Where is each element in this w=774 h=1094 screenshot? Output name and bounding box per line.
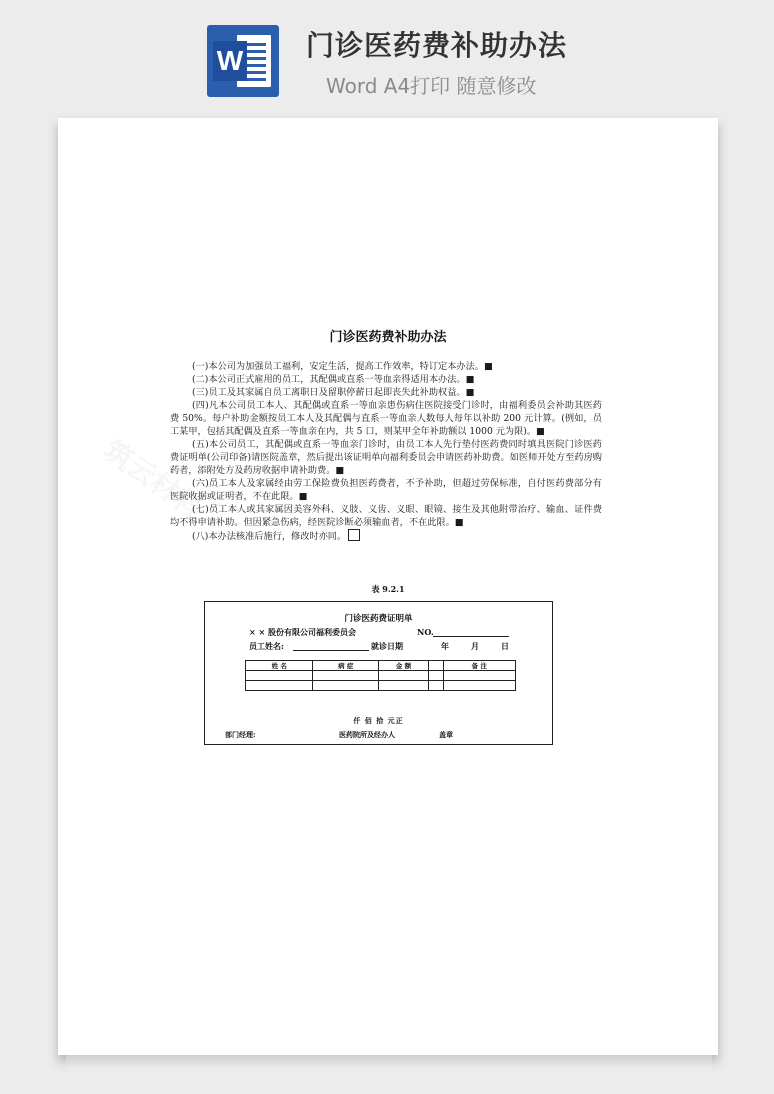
- amount-line: 仟 佰 拾 元正: [353, 716, 404, 725]
- table-row: [246, 671, 516, 681]
- word-letter-badge: W: [213, 41, 247, 81]
- handler-label: 医药院所及经办人: [339, 730, 395, 739]
- medical-certificate-form: [204, 601, 553, 745]
- table-cell: [379, 681, 429, 691]
- table-cell: [443, 681, 515, 691]
- table-cell: [428, 671, 443, 681]
- header-subtitle: Word A4打印 随意修改: [326, 74, 537, 98]
- day-label: 日: [501, 641, 509, 651]
- paragraph-text: (八)本办法核准后施行，修改时亦同。: [192, 531, 347, 542]
- table-cell: [428, 681, 443, 691]
- manager-label: 部门经理:: [225, 730, 256, 739]
- form-company: × × 股份有限公司福利委员会: [249, 627, 356, 637]
- form-title: 门诊医药费证明单: [344, 614, 413, 624]
- header-title: 门诊医药费补助办法: [306, 29, 568, 62]
- form-no-line: [433, 636, 509, 637]
- paragraph: (二)本公司正式雇用的员工，其配偶或直系一等血亲得适用本办法。■: [192, 374, 475, 385]
- document-body: [170, 360, 602, 543]
- page-shadow: [66, 1055, 712, 1069]
- paragraph: (六)员工本人及家属经由劳工保险费负担医药费者，不予补助，但超过劳保标准，自付医药费部分有医院收据或证明者，不在此限。■: [170, 478, 602, 502]
- employee-name-label: 员工姓名:: [249, 641, 284, 651]
- watermark: 筑云材料: [97, 433, 209, 525]
- table-cell: [379, 671, 429, 681]
- form-no-label: NO.: [417, 627, 434, 637]
- table-cell: [313, 681, 379, 691]
- word-doc-icon: [207, 25, 279, 97]
- table-caption: 表 9.2.1: [371, 584, 405, 594]
- document-page: [58, 118, 718, 1055]
- table-row: [246, 681, 516, 691]
- form-table: [245, 660, 516, 691]
- paragraph: (七)员工本人或其家属因美容外科、义肢、义齿、义眼、眼镜、接生及其他附带治疗、输血、证件费均不得申请补助。但因紧急伤病，经医院诊断必须输血者，不在此限。■: [170, 504, 602, 528]
- column-header: [428, 661, 443, 671]
- column-header: 姓 名: [246, 661, 313, 671]
- document-title: 门诊医药费补助办法: [329, 330, 447, 345]
- table-cell: [246, 681, 313, 691]
- column-header: 金 额: [379, 661, 429, 671]
- column-header: 病 症: [313, 661, 379, 671]
- table-cell: [443, 671, 515, 681]
- month-label: 月: [471, 641, 479, 651]
- table-cell: [246, 671, 313, 681]
- checkbox-square-icon: [348, 529, 360, 541]
- paragraph: (五)本公司员工，其配偶或直系一等血亲门诊时，由员工本人先行垫付医药费同时填具医院门诊医药费证明单(公司印备)请医院盖章，然后提出该证明单向福利委员会申请医药补助费。如医师开处方至药房购药者，添附处方及药房收据申请补助费。■: [170, 439, 602, 476]
- header-bar: [0, 0, 774, 118]
- paragraph-last: [170, 529, 602, 543]
- paragraph: (四)凡本公司员工本人、其配偶或直系一等血亲患伤病住医院接受门诊时，由福利委员会补助其医药费 50%。每户补助金额按员工本人及其配偶与直系一等血亲人数每人每年以补助 200 元计算。(例如，员工某甲，包括其配偶及直系一等血亲在内，共 5 口，则某甲全年补助额以 1000 元为限)。■: [170, 400, 602, 437]
- visit-date-label: 就诊日期: [371, 641, 403, 651]
- year-label: 年: [441, 641, 449, 651]
- paragraph: (三)员工及其家属自员工离职日及留职停薪日起即丧失此补助权益。■: [192, 387, 475, 398]
- employee-name-line: [293, 650, 369, 651]
- seal-label: 盖章: [439, 730, 453, 739]
- table-header-row: [246, 661, 516, 671]
- column-header: 备 注: [443, 661, 515, 671]
- table-cell: [313, 671, 379, 681]
- paragraph: (一)本公司为加强员工福利，安定生活，提高工作效率，特订定本办法。■: [192, 361, 493, 372]
